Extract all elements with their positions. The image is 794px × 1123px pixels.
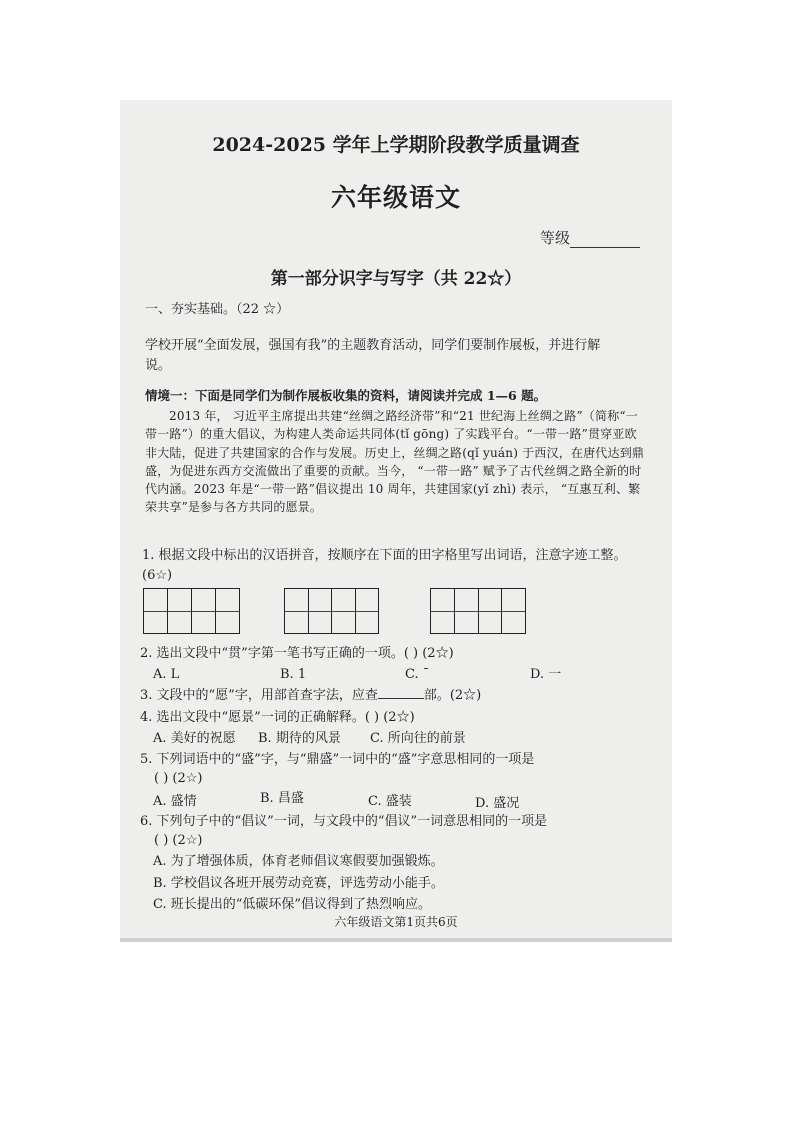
q3-text: [140, 686, 481, 707]
part-title: 第一部分识字与写字（共 22☆）: [270, 269, 522, 289]
q4-option-b[interactable]: B. 期待的风景: [258, 731, 341, 746]
tianzige-cell[interactable]: [216, 589, 239, 633]
q2-text: 2. 选出文段中“贯”字第一笔书写正确的一项。( ) (2☆): [140, 646, 454, 661]
tianzige-group-2[interactable]: [284, 588, 379, 634]
q5-option-c[interactable]: C. 盛装: [368, 794, 412, 809]
grade-field: [540, 227, 640, 248]
intro-line-2: 说。: [145, 358, 172, 373]
intro-line-1: 学校开展“全面发展，强国有我”的主题教育活动，同学们要制作展板，并进行解: [145, 338, 601, 353]
subject-title: 六年级语文: [330, 183, 461, 212]
q6-option-a[interactable]: A. 为了增强体质，体育老师倡议寒假要加强锻炼。: [153, 854, 444, 869]
grade-blank: [570, 233, 640, 248]
q5-option-a[interactable]: A. 盛情: [153, 794, 197, 809]
tianzige-cell[interactable]: [192, 589, 216, 633]
q6-option-b[interactable]: B. 学校倡议各班开展劳动竞赛，评选劳动小能手。: [153, 876, 444, 891]
q2-option-c[interactable]: C. ¯: [405, 667, 430, 682]
grade-label: 等级: [540, 229, 571, 247]
q5-line-2: ( ) (2☆): [154, 771, 203, 786]
tianzige-cell[interactable]: [309, 589, 333, 633]
q4-option-a[interactable]: A. 美好的祝愿: [153, 731, 236, 746]
q5-line-1: 5. 下列词语中的“盛”字，与“鼎盛”一词中的“盛”字意思相同的一项是: [140, 752, 535, 767]
q6-line-2: ( ) (2☆): [154, 833, 203, 848]
q5-option-d[interactable]: D. 盛况: [475, 796, 520, 811]
tianzige-cell[interactable]: [479, 589, 503, 633]
q2-option-b[interactable]: B. 1: [280, 667, 307, 682]
q1-line-1: 1. 根据文段中标出的汉语拼音，按顺序在下面的田字格里写出词语，注意字迹工整。: [142, 548, 627, 563]
q2-option-a[interactable]: A. L: [153, 667, 180, 682]
q4-text: 4. 选出文段中“愿景”一词的正确解释。( ) (2☆): [140, 710, 415, 725]
reading-passage: 2013 年， 习近平主席提出共建“丝绸之路经济带”和“21 世纪海上丝绸之路”（简称“一带一路”）的重大倡议，为构建人类命运共同体(tǐ gōng) 了实践平台。“一带一路”贯穿亚欧非大陆，促进了共建国家的合作与发展。历史上，丝绸之路(qǐ yuán) 于西汉，在唐代达到鼎盛，为促进东西方交流做出了重要的贡献。当今， “一带一路” 赋予了古代丝绸之路全新的时代内涵。2023 年是“一带一路”倡议提出 10 周年，共建国家(yǐ zhì) 表示， “互惠互利、繁荣共享”是参与各方共同的愿景。: [145, 409, 645, 515]
tianzige-cell[interactable]: [285, 589, 309, 633]
q6-option-c[interactable]: C. 班长提出的“低碳环保”倡议得到了热烈响应。: [153, 897, 432, 912]
tianzige-cell[interactable]: [332, 589, 356, 633]
q3-prefix: 3. 文段中的“愿”字，用部首查字法，应查: [140, 688, 378, 703]
q4-option-c[interactable]: C. 所向往的前景: [370, 731, 466, 746]
tianzige-group-1[interactable]: [143, 588, 240, 634]
tianzige-cell[interactable]: [144, 589, 168, 633]
exam-page: [120, 100, 672, 942]
q3-answer-blank[interactable]: [378, 698, 424, 699]
scene-instruction: 情境一：下面是同学们为制作展板收集的资料，请阅读并完成 1—6 题。: [145, 388, 547, 403]
q3-suffix: 部。(2☆): [423, 688, 482, 703]
page-footer: 六年级语文第1页共6页: [334, 915, 458, 929]
tianzige-group-3[interactable]: [430, 588, 526, 634]
exam-title: 2024-2025 学年上学期阶段教学质量调查: [212, 134, 580, 156]
q5-option-b[interactable]: B. 昌盛: [260, 791, 304, 806]
bottom-shadow: [120, 938, 672, 942]
tianzige-cell[interactable]: [455, 589, 479, 633]
tianzige-cell[interactable]: [168, 589, 192, 633]
q6-line-1: 6. 下列句子中的“倡议”一词，与文段中的“倡议”一词意思相同的一项是: [140, 814, 548, 829]
section-heading: 一、夯实基础。（22 ☆）: [145, 302, 290, 317]
tianzige-cell[interactable]: [502, 589, 525, 633]
q1-line-2: (6☆): [142, 568, 173, 583]
q2-option-d[interactable]: D. 一: [530, 667, 562, 682]
tianzige-cell[interactable]: [431, 589, 455, 633]
tianzige-cell[interactable]: [356, 589, 379, 633]
